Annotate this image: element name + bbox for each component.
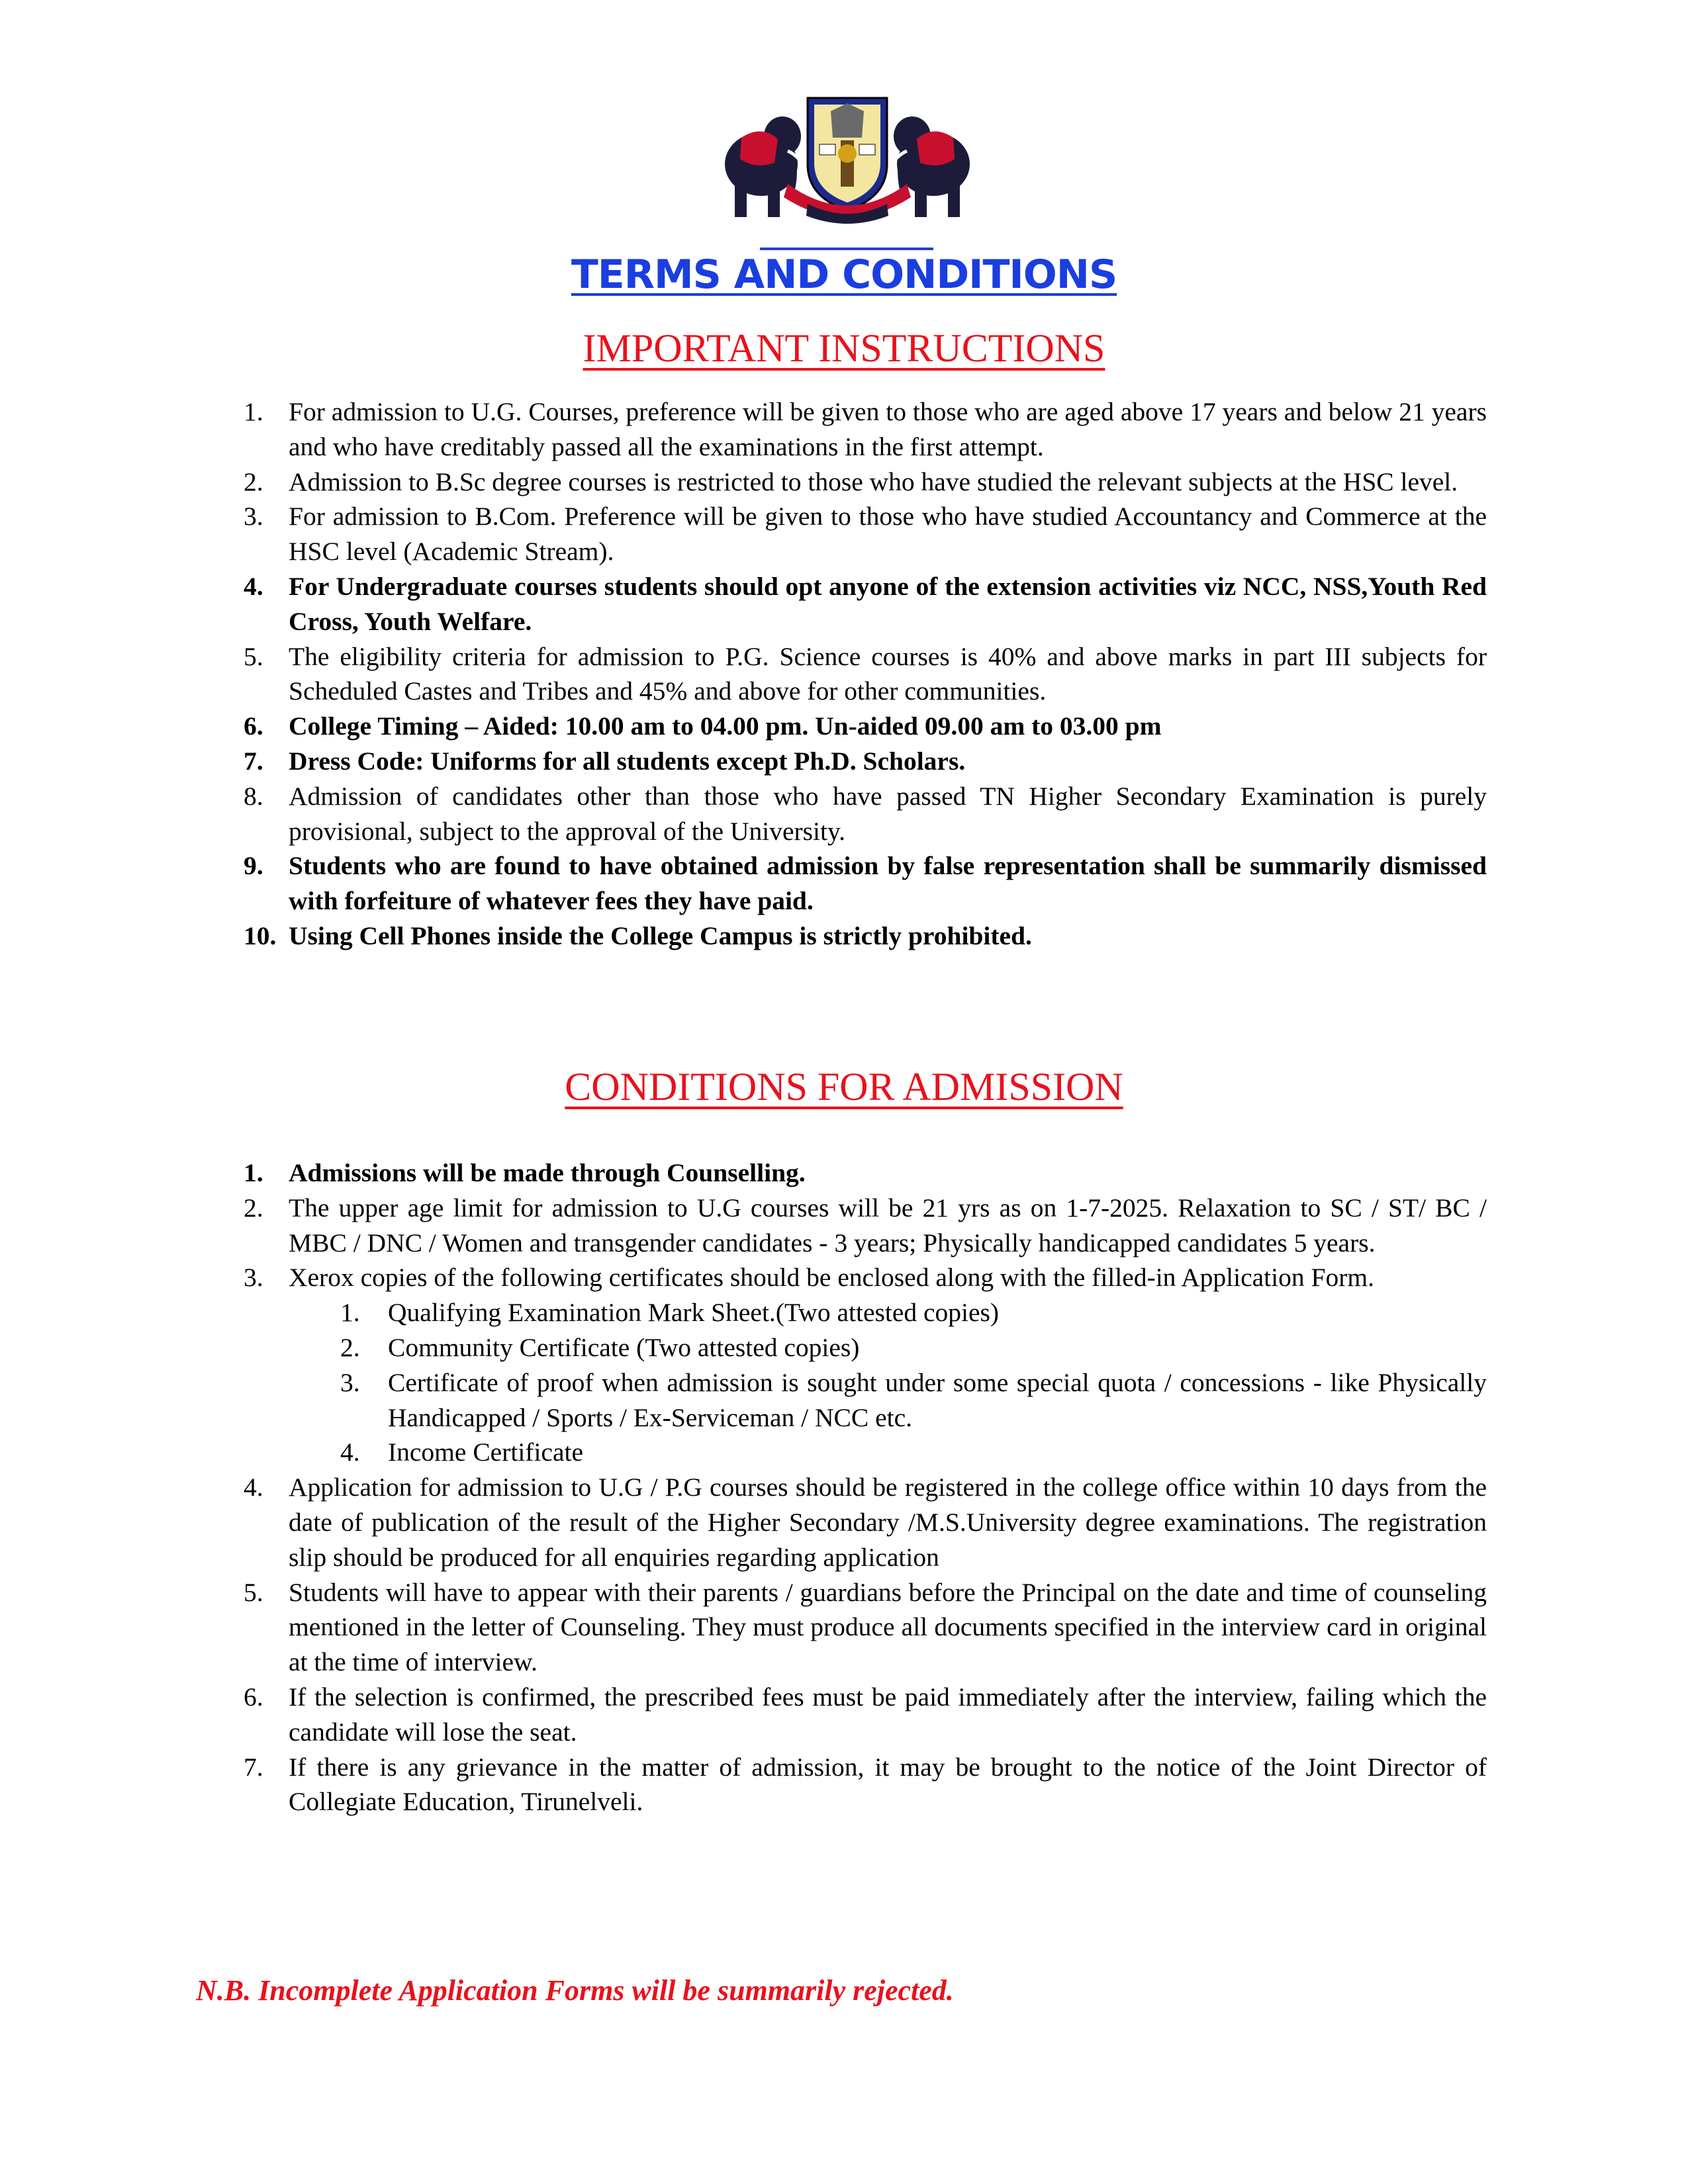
- item-number: 10.: [244, 921, 277, 950]
- item-number: 2.: [244, 467, 263, 496]
- instruction-item: [244, 569, 1487, 639]
- item-text: For admission to B.Com. Preference will be given to those who have studied Accountancy and Commerce at the HSC level (Academic Stream).: [289, 502, 1487, 567]
- instruction-item: [244, 709, 1487, 744]
- item-number: 7.: [244, 746, 263, 776]
- instruction-item: [244, 394, 1487, 465]
- certificates-sublist: [289, 1295, 1487, 1470]
- instruction-item: [244, 639, 1487, 709]
- item-text: If the selection is confirmed, the prescribed fees must be paid immediately after the interview, failing which the candidate will lose the seat.: [289, 1682, 1487, 1747]
- certificate-item: [340, 1435, 1487, 1470]
- item-text: The upper age limit for admission to U.G courses will be 21 yrs as on 1-7-2025. Relaxation to SC / ST/ BC / MBC / DNC / Women and transgender candidates - 3 years; Physically handicapped candidates 5 years.: [289, 1193, 1487, 1257]
- page-title: TERMS AND CONDITIONS: [571, 251, 1117, 298]
- condition-item: [244, 1680, 1487, 1750]
- item-text: If there is any grievance in the matter of admission, it may be brought to the notice of the Joint Director of Collegiate Education, Tirunelveli.: [289, 1752, 1487, 1817]
- item-text: Admission to B.Sc degree courses is restricted to those who have studied the relevant subjects at the HSC level.: [289, 467, 1458, 496]
- item-text: Using Cell Phones inside the College Campus is strictly prohibited.: [289, 921, 1032, 950]
- shield-emblem-icon: [808, 98, 887, 210]
- subitem-number: 1.: [340, 1298, 360, 1328]
- rejection-note: N.B. Incomplete Application Forms will be summarily rejected.: [196, 1974, 954, 2007]
- important-instructions-heading: IMPORTANT INSTRUCTIONS: [583, 326, 1105, 370]
- item-number: 4.: [244, 571, 263, 601]
- item-number: 5.: [244, 1577, 263, 1607]
- item-number: 3.: [244, 502, 263, 531]
- condition-item: [244, 1260, 1487, 1470]
- right-elephant-icon: [894, 116, 970, 217]
- item-number: 1.: [244, 1158, 263, 1187]
- condition-item: [244, 1156, 1487, 1191]
- item-text: Admission of candidates other than those who have passed TN Higher Secondary Examination is purely provisional, subject to the approval of the University.: [289, 781, 1487, 846]
- conditions-for-admission-heading: CONDITIONS FOR ADMISSION: [565, 1065, 1123, 1109]
- subitem-text: Qualifying Examination Mark Sheet.(Two attested copies): [388, 1298, 1000, 1328]
- logo-underline: [760, 248, 933, 250]
- instructions-list: [244, 394, 1487, 954]
- condition-item: [244, 1191, 1487, 1261]
- subitem-number: 3.: [340, 1367, 360, 1397]
- item-text: Students who are found to have obtained admission by false representation shall be summarily dismissed with forfeiture of whatever fees they have paid.: [289, 851, 1487, 916]
- left-elephant-icon: [725, 116, 801, 217]
- subitem-number: 4.: [340, 1437, 360, 1467]
- instruction-item: [244, 848, 1487, 919]
- item-text: The eligibility criteria for admission to P.G. Science courses is 40% and above marks in part III subjects for Scheduled Castes and Tribes and 45% and above for other communities.: [289, 641, 1487, 706]
- instruction-item: [244, 499, 1487, 569]
- item-number: 4.: [244, 1473, 263, 1502]
- certificate-item: [340, 1365, 1487, 1435]
- instruction-item: [244, 465, 1487, 500]
- item-number: 8.: [244, 781, 263, 811]
- item-number: 1.: [244, 397, 263, 426]
- item-text: Admissions will be made through Counselling.: [289, 1158, 806, 1187]
- certificate-item: [340, 1330, 1487, 1365]
- item-number: 3.: [244, 1263, 263, 1293]
- subitem-text: Community Certificate (Two attested copies): [388, 1332, 860, 1362]
- instruction-item: [244, 779, 1487, 849]
- item-text: Application for admission to U.G / P.G courses should be registered in the college office within 10 days from the date of publication of the result of the Higher Secondary /M.S.University degree examinations. The registration slip should be produced for all enquiries regarding application: [289, 1473, 1487, 1572]
- item-number: 6.: [244, 1682, 263, 1711]
- condition-item: [244, 1750, 1487, 1820]
- item-number: 7.: [244, 1752, 263, 1782]
- condition-item: [244, 1575, 1487, 1680]
- subitem-text: Certificate of proof when admission is sought under some special quota / concessions - like Physically Handicapped / Sports / Ex-Serviceman / NCC etc.: [388, 1367, 1487, 1432]
- instruction-item: [244, 919, 1487, 954]
- subitem-text: Income Certificate: [388, 1437, 583, 1467]
- item-text: Dress Code: Uniforms for all students except Ph.D. Scholars.: [289, 746, 966, 776]
- item-text: For Undergraduate courses students should opt anyone of the extension activities viz NCC, NSS,Youth Red Cross, Youth Welfare.: [289, 571, 1487, 636]
- item-number: 9.: [244, 851, 263, 881]
- certificate-item: [340, 1295, 1487, 1330]
- item-number: 2.: [244, 1193, 263, 1222]
- item-number: 6.: [244, 711, 263, 741]
- condition-item: [244, 1470, 1487, 1574]
- item-text: Xerox copies of the following certificates should be enclosed along with the filled-in Application Form.: [289, 1263, 1374, 1293]
- item-text: Students will have to appear with their parents / guardians before the Principal on the date and time of counseling mentioned in the letter of Counseling. They must produce all documents specified in the interview card in original at the time of interview.: [289, 1577, 1487, 1677]
- item-text: For admission to U.G. Courses, preference will be given to those who are aged above 17 years and below 21 years and who have creditably passed all the examinations in the first attempt.: [289, 397, 1487, 461]
- instruction-item: [244, 744, 1487, 779]
- subitem-number: 2.: [340, 1332, 360, 1362]
- college-emblem-logo: [715, 85, 980, 230]
- item-text: College Timing – Aided: 10.00 am to 04.00 pm. Un-aided 09.00 am to 03.00 pm: [289, 711, 1162, 741]
- item-number: 5.: [244, 641, 263, 671]
- conditions-list: [244, 1156, 1487, 1819]
